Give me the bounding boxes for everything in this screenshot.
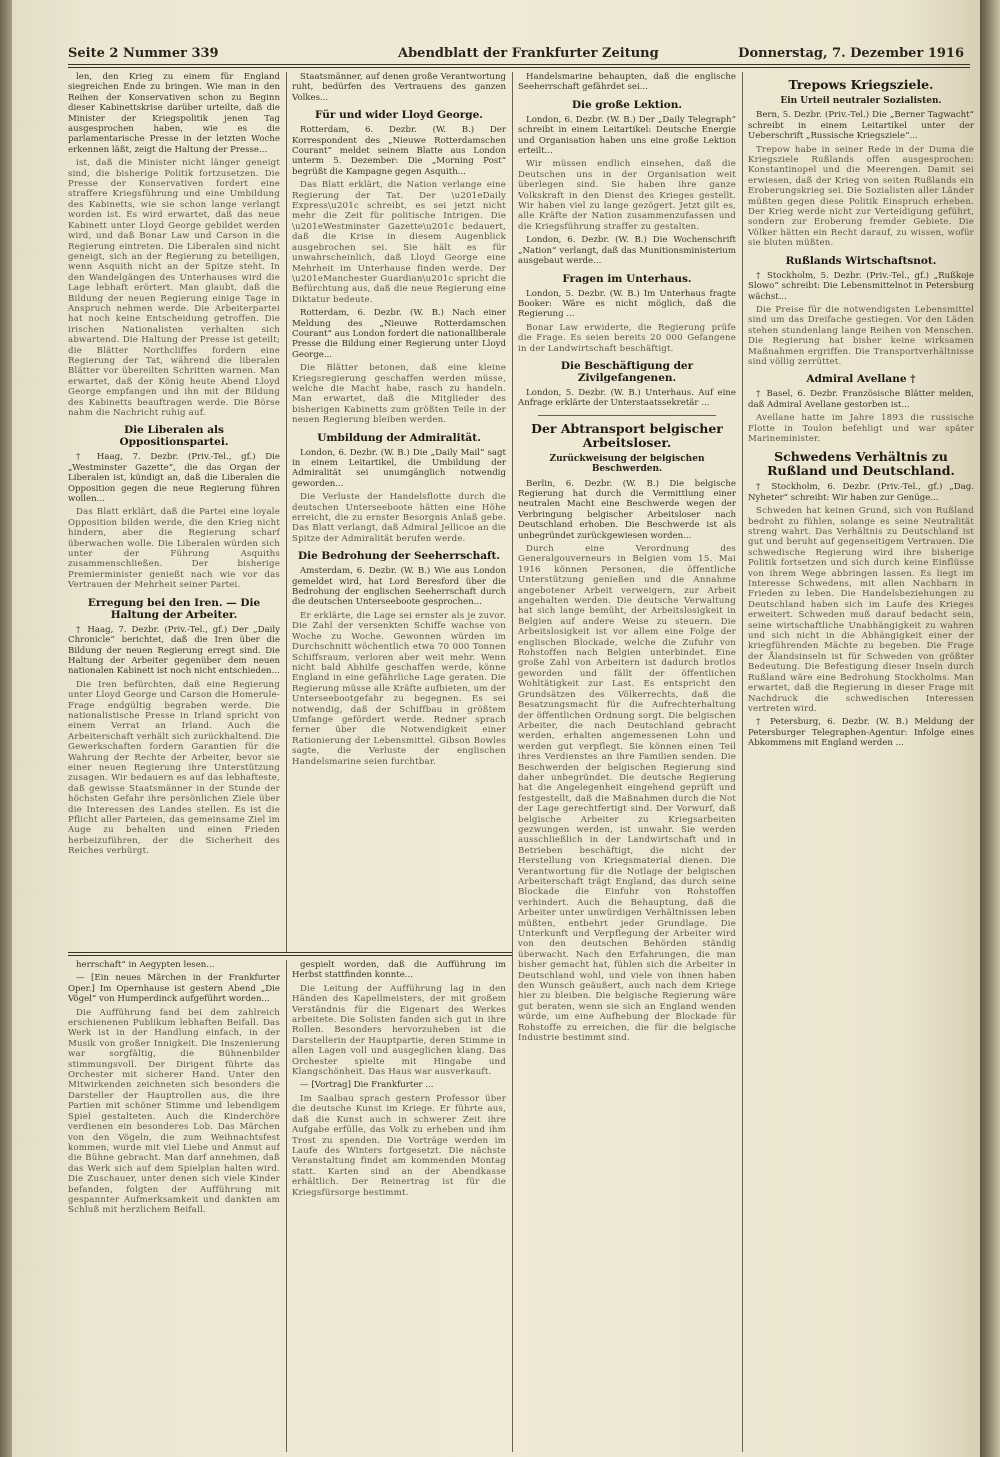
headline-liberale: Die Liberalen als Oppositionspartei. xyxy=(119,424,229,449)
headline-lektion: Die große Lektion. xyxy=(571,98,683,111)
article-text: Rotterdam, 6. Dezbr. (W. B.) Nach einer Meldung des „Nieuwe Rotterdamschen Courant“ aus London fordert die nationalliberale Presse die Bildung einer Regierung unter Lloyd George... xyxy=(292,308,506,360)
newspaper-page xyxy=(12,0,980,1457)
column-divider xyxy=(286,960,287,1452)
article-text: Amsterdam, 6. Dezbr. (W. B.) Wie aus London gemeldet wird, hat Lord Beresford über die Bedrohung der englischen Seeherrschaft durch die deutschen Unterseeboote gesprochen... xyxy=(292,566,506,608)
book-spine xyxy=(0,0,12,1457)
headline-unterhaus: Fragen im Unterhaus. xyxy=(562,272,692,285)
article-text: London, 6. Dezbr. (W. B.) Der „Daily Telegraph“ schreibt in einem Leitartikel: Deutsche Energie und Organisation haben uns eine große Lektion erteilt... xyxy=(518,114,736,157)
feuilleton-text: herrschaft“ in Aegypten lesen... xyxy=(76,960,215,970)
article-text: † Stockholm, 6. Dezbr. (Priv.-Tel., gf.) „Dag. Nyheter“ schreibt: Wir haben zur Genüge... xyxy=(748,482,974,503)
article-text-continuation: Die Blätter betonen, daß eine kleine Kriegsregierung geschaffen werden müsse, welche die Macht habe, rasch zu handeln. Man erwartet, daß die Mitglieder des bisherigen Kabinetts zum größten Teile in der neuen Regierung bleiben werden. xyxy=(292,363,506,426)
article-text: Handelsmarine behaupten, daß die englische Seeherrschaft gefährdet sei... xyxy=(518,72,736,93)
column-divider xyxy=(512,72,513,1452)
article-text: Rotterdam, 6. Dezbr. (W. B.) Der Korrespondent des „Nieuwe Rotterdamschen Courant“ meldet seinem Blatte aus London unterm 5. Dezember: Die „Morning Post“ begrüßt die Kampagne gegen Asquith... xyxy=(292,125,506,177)
adjacent-page-edge xyxy=(980,0,1000,1457)
article-text-continuation: Durch eine Verordnung des Generalgouverneurs in Belgien vom 15. Mai 1916 können Personen, die öffentliche Unterstützung genießen und die Annahme angebotener Arbeit verweigern, zur Arbeit angehalten werden. Die deutsche Verwaltung hat sich lange bemüht, der Arbeitslosigkeit in Belgien auf andere Weise zu steuern. Die Arbeitslosigkeit ist vor allem eine Folge der englischen Blockade, welche die Zufuhr von Rohstoffen nach Belgien unterbindet. Eine große Zahl von Arbeitern ist dadurch brotlos geworden und fällt der öffentlichen Wohltätigkeit zur Last. Es entspricht den Grundsätzen des Völkerrechts, daß die Besatzungsmacht für die Aufrechterhaltung der öffentlichen Ordnung sorgt. Die belgischen Arbeiter, die nach Deutschland gebracht werden, erhalten angemessenen Lohn und werden gut verpflegt. Sie können einen Teil ihres Verdienstes an ihre Familien senden. Die Beschwerden der belgischen Regierung sind daher unbegründet. Die deutsche Regierung hat die Angelegenheit eingehend geprüft und festgestellt, daß die Maßnahmen durch die Not der Lage gerechtfertigt sind. Der Vorwurf, daß belgische Arbeiter zu Kriegsarbeiten gezwungen werden, ist unwahr. Sie werden ausschließlich in der Landwirtschaft und in Betrieben beschäftigt, die nicht der Herstellung von Kriegsmaterial dienen. Die Verantwortung für die Notlage der belgischen Arbeiterschaft trägt England, das durch seine Blockade die Einfuhr von Rohstoffen verhindert. Auch die Behauptung, daß die Arbeiter unter unwürdigen Verhältnissen leben müßten, entbehrt jeder Grundlage. Die Unterkunft und Verpflegung der Arbeiter wird von den deutschen Behörden ständig überwacht. Nach den Erfahrungen, die man bisher gemacht hat, fühlen sich die Arbeiter in Deutschland wohl, und viele von ihnen haben den Wunsch geäußert, auch nach dem Kriege hier zu bleiben. Die belgische Regierung wäre gut beraten, wenn sie sich an England wenden würde, um eine Aufhebung der Blockade für Rohstoffe zu erreichen, die für die belgische Industrie bestimmt sind. xyxy=(518,544,736,1044)
article-text-continuation: ist, daß die Minister nicht länger geneigt sind, die bisherige Politik fortzusetzen. Die Presse der Konservativen fordert eine straffere Kriegsführung und eine Umbildung des Kabinetts, wie sie schon lange verlangt worden ist. Es wird erwartet, daß das neue Kabinett unter Lloyd George gebildet werden wird, und daß Bonar Law und Carson in die Regierung eintreten. Die Liberalen sind nicht geneigt, sich an der Regierung zu beteiligen, wenn Asquith nicht an der Spitze steht. In den Wandelgängen des Unterhauses wird die Lage lebhaft erörtert. Man glaubt, daß die Bildung der neuen Regierung einige Tage in Anspruch nehmen werde. Die Arbeiterpartei hat noch keine Entscheidung getroffen. Die irischen Nationalisten verhalten sich abwartend. Die Haltung der Presse ist geteilt; die Blätter Northcliffes fordern eine Regierung der Tat, während die liberalen Blätter vor übereilten Schritten warnen. Man erwartet, daß der König heute Abend Lloyd George empfangen und ihn mit der Bildung des Kabinetts beauftragen werde. Die Börse nahm die Nachricht ruhig auf. xyxy=(68,158,280,418)
headline-zivilgefangene: Die Beschäftigung der Zivilgefangenen. xyxy=(560,359,694,384)
feuilleton-text-continuation: Die Aufführung fand bei dem zahlreich erschienenen Publikum lebhaften Beifall. Das Werk ist in der Handlung einfach, in der Musik von großer Innigkeit. Die Inszenierung war sorgfältig, die Bühnenbilder stimmungsvoll. Der Dirigent führte das Orchester mit sicherer Hand. Unter den Mitwirkenden zeichneten sich besonders die Darsteller der Hauptrollen aus, die ihre Partien mit schöner Stimme und lebendigem Spiel gestalteten. Auch die Kinderchöre verdienen ein besonderes Lob. Das Märchen von den Vögeln, die zum Weihnachtsfest kommen, wurde mit viel Liebe und Anmut auf die Bühne gebracht. Man darf annehmen, daß das Werk sich auf dem Spielplan halten wird. Die Zuschauer, unter denen sich viele Kinder befanden, folgten der Aufführung mit gespannter Aufmerksamkeit und dankten am Schluß mit herzlichem Beifall. xyxy=(68,1007,280,1216)
headline-trepow: Trepows Kriegsziele. xyxy=(788,77,934,92)
article-text: len, den Krieg zu einem für England siegreichen Ende zu bringen. Wie man in den Reihen der Konservativen schon zu Beginn dieser Kabinettskrise darüber urteilte, daß die Minister der Kriegspolitik jenen Tag ausgesprochen haben, wie es die parlamentarische Presse in der letzten Woche erkennen läßt, zeigt die Haltung der Presse... xyxy=(68,72,280,155)
section-rule xyxy=(538,415,716,416)
article-text: London, 6. Dezbr. (W. B.) Die Wochenschrift „Nation“ verlangt, daß das Munitionsministerium ausgebaut werde... xyxy=(518,235,736,267)
header-rule-2 xyxy=(68,67,970,68)
page-header xyxy=(68,46,970,66)
column-1 xyxy=(68,72,280,950)
headline-erregung: Erregung bei den Iren. — Die Haltung der Arbeiter. xyxy=(87,596,261,621)
article-text: London, 6. Dezbr. (W. B.) Die „Daily Mail“ sagt in einem Leitartikel, die Umbildung der Admiralität sei unumgänglich notwendig geworden... xyxy=(292,447,506,489)
article-text-continuation: Das Blatt erklärt, daß die Partei eine loyale Opposition bilden werde, die den Krieg nicht hindern, aber die Regierung scharf überwachen wolle. Die Liberalen würden sich unter der Führung Asquiths zusammenschließen. Der bisherige Premierminister genießt nach wie vor das Vertrauen der Mehrheit seiner Partei. xyxy=(68,507,280,591)
subheadline-zurueckweisung: Zurückweisung der belgischen Beschwerden. xyxy=(549,453,705,475)
header-rule xyxy=(68,64,970,65)
article-text-continuation: Bonar Law erwiderte, die Regierung prüfe die Frage. Es seien bereits 20 000 Gefangene in der Landwirtschaft beschäftigt. xyxy=(518,322,736,354)
article-text: † Haag, 7. Dezbr. (Priv.-Tel., gf.) Die „Westminster Gazette“, die das Organ der Liberalen ist, kündigt an, daß die Liberalen die Opposition gegen die neue Regierung führen wollen... xyxy=(68,452,280,505)
feuilleton-rule xyxy=(68,952,512,953)
article-text: Staatsmänner, auf denen große Verantwortung ruht, bedürfen des Vertrauens des ganzen Volkes... xyxy=(292,72,506,103)
article-text-continuation: Das Blatt erklärt, die Nation verlange eine Regierung der Tat. Der \u201eDaily Express\u201c schreibt, es sei jetzt nicht mehr die Zeit für politische Intrigen. Die \u201eWestminster Gazette\u201c bedauert, daß die Krise in diesem Augenblick ausgebrochen sei. Sie hält es für unwahrscheinlich, daß Lloyd George eine Mehrheit im Unterhause finden werde. Der \u201eManchester Guardian\u201c spricht die Befürchtung aus, daß die neue Regierung eine Diktatur bedeute. xyxy=(292,180,506,305)
article-text-continuation: Die Iren befürchten, daß eine Regierung unter Lloyd George und Carson die Homerule-Frage endgültig begraben werde. Die nationalistische Presse in Irland spricht von einem Verrat an Irland. Auch die Arbeiterschaft verhält sich zurückhaltend. Die Gewerkschaften fordern Garantien für die Wahrung der Rechte der Arbeiter, bevor sie einer neuen Regierung ihre Unterstützung zusagen. Wir bedauern es auf das lebhafteste, daß gewisse Staatsmänner in der Stunde der höchsten Gefahr ihre persönlichen Ziele über die Interessen des Landes stellen. Es ist die Pflicht aller Parteien, das gemeinsame Ziel im Auge zu behalten und einen Frieden herbeizuführen, der die Sicherheit des Reiches verbürgt. xyxy=(68,679,280,857)
feuilleton-text-continuation: Im Saalbau sprach gestern Professor über die deutsche Kunst im Kriege. Er führte aus, daß die Kunst auch in schwerer Zeit ihre Aufgabe erfülle, das Volk zu erheben und ihm Trost zu spenden. Die Vorträge werden im Laufe des Winters fortgesetzt. Die nächste Veranstaltung findet am kommenden Montag statt. Karten sind an der Abendkasse erhältlich. Der Reinertrag ist für die Kriegsfürsorge bestimmt. xyxy=(292,1093,506,1198)
headline-admiralitaet: Umbildung der Admiralität. xyxy=(317,431,481,444)
article-text-continuation: Schweden hat keinen Grund, sich von Rußland bedroht zu fühlen, solange es seine Neutralität streng wahrt. Das Verhältnis zu Deutschland ist gut und beruht auf gegenseitigem Vertrauen. Die schwedische Regierung wird ihre bisherige Politik fortsetzen und sich durch keine Einflüsse von ihrem Wege abbringen lassen. Es liegt im Interesse Schwedens, mit allen Nachbarn in Frieden zu leben. Die Handelsbeziehungen zu Deutschland haben sich im Laufe des Krieges erweitert. Schweden muß darauf bedacht sein, seine wirtschaftliche Unabhängigkeit zu wahren und sich nicht in die Abhängigkeit einer der kriegführenden Mächte zu begeben. Die Frage der Ålandsinseln ist für Schweden von größter Bedeutung. Die Befestigung dieser Inseln durch Rußland wäre eine Bedrohung Stockholms. Man erwartet, daß die Regierung in dieser Frage mit Nachdruck die schwedischen Interessen vertreten wird. xyxy=(748,506,974,714)
article-text-continuation: Avellane hatte im Jahre 1893 die russische Flotte in Toulon befehligt und war später Marineminister. xyxy=(748,413,974,444)
column-divider xyxy=(286,72,287,952)
page-number: Seite 2 Nummer 339 xyxy=(68,46,219,61)
feuilleton-text: gespielt worden, daß die Aufführung im Herbst stattfinden konnte... xyxy=(292,960,506,981)
article-text: † Basel, 6. Dezbr. Französische Blätter melden, daß Admiral Avellane gestorben ist... xyxy=(748,389,974,410)
headline-seeherrschaft: Die Bedrohung der Seeherrschaft. xyxy=(297,550,501,563)
headline-fuer-wider: Für und wider Lloyd George. xyxy=(315,109,483,122)
article-text: † Haag, 7. Dezbr. (Priv.-Tel., gf.) Der „Daily Chronicle“ berichtet, daß die Iren über die Bildung der neuen Regierung erregt sind. Die Haltung der Arbeiter gegenüber dem neuen nationalen Kabinett ist noch nicht entschieden... xyxy=(68,624,280,677)
column-4 xyxy=(748,72,974,1452)
article-text: Berlin, 6. Dezbr. (W. B.) Die belgische Regierung hat durch die Vermittlung einer neutralen Macht eine Beschwerde wegen der Verbringung belgischer Arbeitsloser nach Deutschland erhoben. Die Beschwerde ist als unbegründet zurückgewiesen worden... xyxy=(518,478,736,541)
column-3 xyxy=(518,72,736,1452)
article-text: † Petersburg, 6. Dezbr. (W. B.) Meldung der Petersburger Telegraphen-Agentur: Infolge eines Abkommens mit England werden ... xyxy=(748,717,974,749)
subheadline-urteil: Ein Urteil neutraler Sozialisten. xyxy=(780,96,942,106)
column-2 xyxy=(292,72,506,950)
feuilleton-text-continuation: Die Leitung der Aufführung lag in den Händen des Kapellmeisters, der mit großem Verständnis für die Eigenart des Werkes arbeitete. Die Solisten fanden sich gut in ihre Rollen. Besonders hervorzuheben ist die Darstellerin der Hauptpartie, deren Stimme in allen Lagen voll und ausgeglichen klang. Das Orchester spielte mit Hingabe und Klangschönheit. Das Haus war ausverkauft. xyxy=(292,983,506,1078)
article-text: London, 5. Dezbr. (W. B.) Unterhaus. Auf eine Anfrage erklärte der Unterstaatssekretär ... xyxy=(518,387,736,409)
article-text-continuation: Trepow habe in seiner Rede in der Duma die Kriegsziele Rußlands offen ausgesprochen: Konstantinopel und die Meerengen. Damit sei erwiesen, daß der Krieg von seiten Rußlands ein Eroberungskrieg sei. Die Sozialisten aller Länder müßten gegen diese Politik Einspruch erheben. Der Krieg werde nicht zur Verteidigung geführt, sondern zur Eroberung fremder Gebiete. Die Völker hätten ein Recht darauf, zu wissen, wofür sie bluten müßten. xyxy=(748,144,974,249)
article-text-continuation: Die Preise für die notwendigsten Lebensmittel sind um das Dreifache gestiegen. Vor den Läden stehen stundenlang lange Reihen von Menschen. Die Regierung hat bisher keine wirksamen Maßnahmen ergriffen. Die Transportverhältnisse sind völlig zerrüttet. xyxy=(748,304,974,367)
article-text-continuation: Wir müssen endlich einsehen, daß die Deutschen uns in der Organisation weit überlegen sind. Sie haben ihre ganze Volkskraft in den Dienst des Krieges gestellt. Wir haben viel zu lange gezögert. Jetzt gilt es, alle Kräfte der Nation zusammenzufassen und die Kriegsführung straffer zu gestalten. xyxy=(518,159,736,232)
feuilleton-column-1 xyxy=(68,960,280,1452)
article-text-continuation: Die Verluste der Handelsflotte durch die deutschen Unterseeboote hätten eine Höhe erreicht, die zu ernster Besorgnis Anlaß gebe. Das Blatt verlangt, daß Admiral Jellicoe an die Spitze der Admiralität berufen werde. xyxy=(292,492,506,544)
feuilleton-text: — [Ein neues Märchen in der Frankfurter Oper.] Im Opernhause ist gestern Abend „Die Vögel“ von Humperdinck aufgeführt worden... xyxy=(68,973,280,1005)
article-text: London, 5. Dezbr. (W. B.) Im Unterhaus fragte Booker: Wäre es nicht möglich, daß die Regierung ... xyxy=(518,288,736,320)
article-text-continuation: Er erklärte, die Lage sei ernster als je zuvor. Die Zahl der versenkten Schiffe wachse von Woche zu Woche. Gewonnen würden im Durchschnitt wöchentlich etwa 70 000 Tonnen Schiffsraum, verloren aber weit mehr. Wenn nicht bald Abhilfe geschaffen werde, könne England in eine gefährliche Lage geraten. Die Regierung müsse alle Kräfte aufbieten, um der Unterseebootgefahr zu begegnen. Es sei notwendig, daß der Schiffbau in größtem Umfange gefördert werde. Redner sprach ferner über die Notwendigkeit einer Rationierung der Lebensmittel. Gibson Bowles sagte, die Verluste der englischen Handelsmarine seien furchtbar. xyxy=(292,610,506,767)
feuilleton-column-2 xyxy=(292,960,506,1452)
headline-wirtschaft: Rußlands Wirtschaftsnot. xyxy=(785,254,937,267)
headline-avellane: Admiral Avellane † xyxy=(806,373,916,386)
article-text: Bern, 5. Dezbr. (Priv.-Tel.) Die „Berner Tagwacht“ schreibt in einem Leitartikel unter der Ueberschrift „Russische Kriegsziele“... xyxy=(748,110,974,142)
feuilleton-rule-2 xyxy=(68,955,512,956)
article-text: † Stockholm, 5. Dezbr. (Priv.-Tel., gf.) „Rußkoje Slowo“ schreibt: Die Lebensmittelnot in Petersburg wächst... xyxy=(748,270,974,302)
masthead: Abendblatt der Frankfurter Zeitung xyxy=(398,46,659,61)
column-divider xyxy=(742,72,743,1452)
feuilleton-text: — [Vortrag] Die Frankfurter ... xyxy=(300,1080,434,1091)
headline-abtransport: Der Abtransport belgischer Arbeitsloser. xyxy=(531,420,723,450)
headline-schweden: Schwedens Verhältnis zu Rußland und Deutschland. xyxy=(767,449,955,479)
issue-date: Donnerstag, 7. Dezember 1916 xyxy=(738,46,964,61)
